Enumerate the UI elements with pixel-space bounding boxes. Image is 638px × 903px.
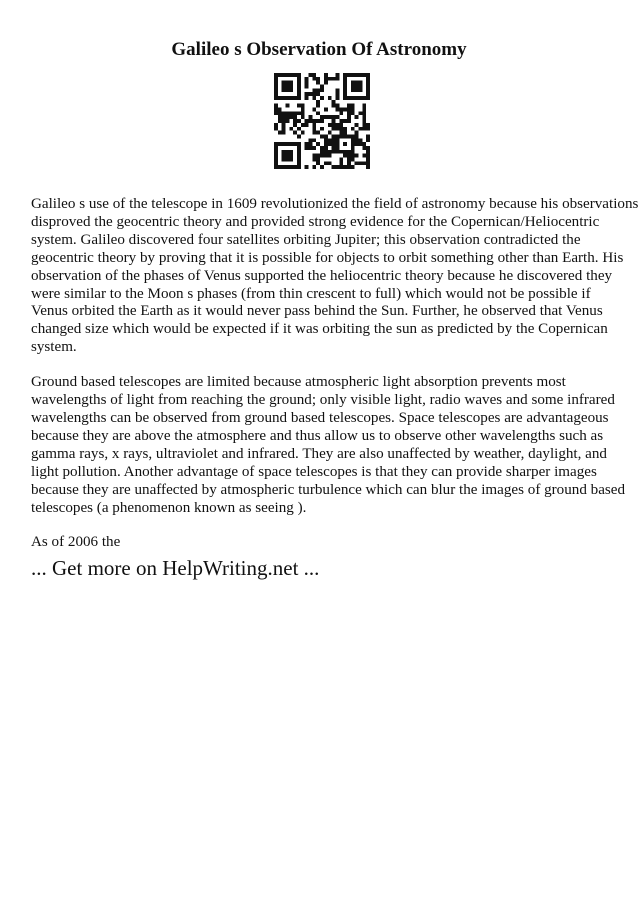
paragraph-galileo	[31, 196, 638, 357]
paragraph-telescopes	[31, 374, 626, 517]
text-line: system.	[31, 339, 77, 356]
text-line: observation of the phases of Venus supported the heliocentric theory because he discovered they	[31, 267, 613, 284]
text-line: changed size which would be expected if it was orbiting the sun as predicted by the Copernican	[31, 321, 608, 338]
text-line: system. Galileo discovered four satellites orbiting Jupiter; this observation contradicted the	[31, 231, 581, 248]
text-line: because they are unaffected by atmospheric turbulence which can blur the images of ground based	[31, 481, 626, 498]
text-line: light pollution. Another advantage of space telescopes is that they can provide sharper images	[31, 463, 597, 480]
text-line: wavelengths of light from reaching the ground; only visible light, radio waves and some infrared	[31, 392, 615, 409]
article-body	[31, 196, 638, 569]
text-line: were similar to the Moon s phases (from thin crescent to full) which would not be possible if	[31, 285, 591, 302]
text-line: Galileo s use of the telescope in 1609 revolutionized the field of astronomy because his observations	[31, 196, 638, 212]
qr-code-icon	[274, 73, 370, 169]
text-line: wavelengths can be observed from ground based telescopes. Space telescopes are advantageous	[31, 409, 609, 426]
text-line: Ground based telescopes are limited because atmospheric light absorption prevents most	[31, 374, 566, 391]
text-line: disproved the geocentric theory and provided strong evidence for the Copernican/Heliocentric	[31, 213, 600, 230]
paragraph-2006	[31, 534, 621, 552]
text-line: geocentric theory by proving that it is possible for objects to orbit something other than Earth. His	[31, 249, 624, 266]
text-line: because they are above the atmosphere and thus allow us to observe other wavelengths such as	[31, 427, 604, 444]
text-line: As of 2006 the	[31, 534, 121, 551]
text-line: gamma rays, x rays, ultraviolet and infrared. They are also unaffected by weather, daylight, and	[31, 445, 607, 462]
get-more-link[interactable]: ... Get more on HelpWriting.net ...	[31, 556, 320, 580]
text-line: Venus orbited the Earth as it would never pass behind the Sun. Further, he observed that Venus	[31, 303, 603, 320]
text-line: telescopes (a phenomenon known as seeing ).	[31, 499, 307, 516]
page-title: Galileo s Observation Of Astronomy	[171, 39, 467, 60]
